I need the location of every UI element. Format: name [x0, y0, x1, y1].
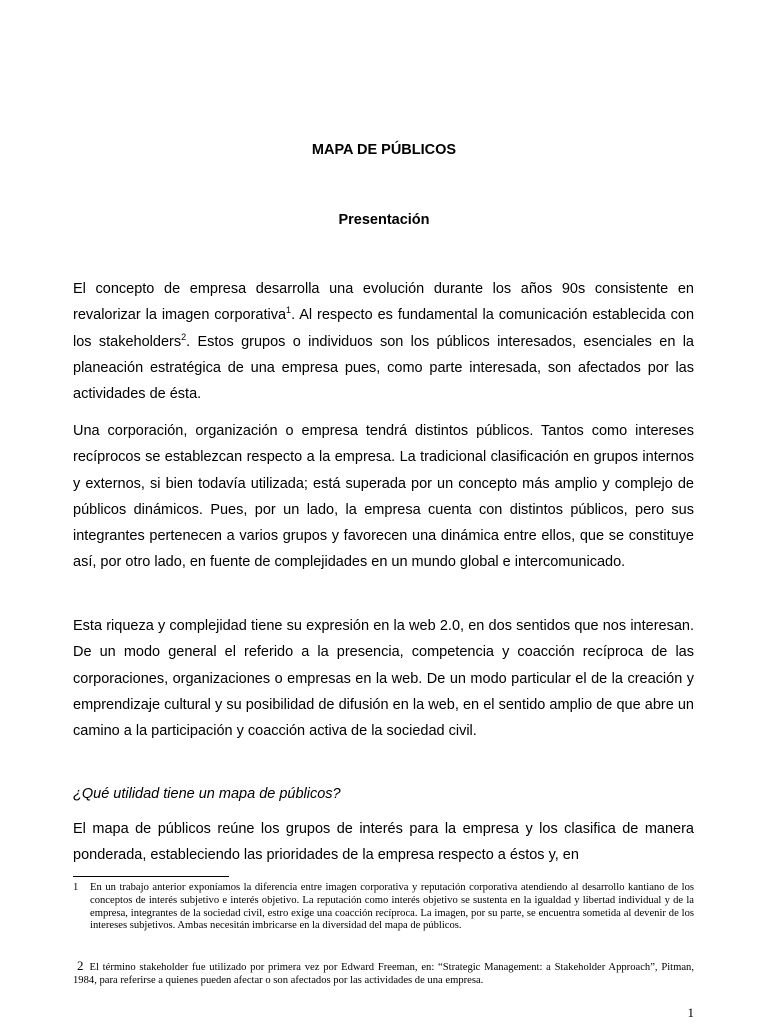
page-number: 1 [687, 1005, 694, 1020]
footnote-ref-1[interactable]: 1 [286, 305, 292, 316]
footnote-2-text: El término stakeholder fue utilizado por primera vez por Edward Freeman, en: “Strategic Management: a Stakeholder Approach”, Pitman, 1984, para referirse a quienes pueden afectar o son afectados por las actividades de una empresa. [73, 962, 694, 986]
footnote-ref-2[interactable]: 2 [181, 331, 187, 342]
paragraph-intro-part2: . Al respecto es fundamental la comunicación establecida con los stakeholders [73, 307, 695, 350]
footnote-1-text: En un trabajo anterior exponíamos la diferencia entre imagen corporativa y reputación corporativa atendiendo al desarrollo kantiano de los conceptos de interés subjetivo e interés objetivo. La reputación como interés objetivo se sustenta en la igualdad y libertad individual y de la empresa, integrantes de la sociedad civil, estro exige una coacción recíproca. La imagen, por su parte, se encuentra sometida al devenir de los intereses subjetivos. Ambas necesitán imbricarse en la diversidad del mapa de públicos. [90, 882, 694, 932]
paragraph-intro [73, 276, 694, 407]
document-title: MAPA DE PÚBLICOS [311, 142, 457, 158]
footnote-2-number: 2 [77, 958, 84, 973]
question-heading: ¿Qué utilidad tiene un mapa de públicos? [73, 786, 341, 802]
paragraph-intro-part1: El concepto de empresa desarrolla una evolución durante los años 90s consistente en revalorizar la imagen corporativa [73, 281, 694, 324]
paragraph-publics: Una corporación, organización o empresa tendrá distintos públicos. Tantos como intereses recíprocos se establezcan respecto a la empresa. La tradicional clasificación en grupos internos y externos, si bien todavía utilizada; está superada por un concepto más amplio y complejo de públicos dinámicos. Pues, por un lado, la empresa cuenta con distintos públicos, pero sus integrantes pertenecen a varios grupos y favorecen una dinámica entre ellos, que se constituye así, por otro lado, en fuente de complejidades en un mundo global e intercomunicado. [73, 423, 694, 571]
footnote-1-number: 1 [73, 882, 79, 893]
section-heading: Presentación [338, 212, 430, 228]
paragraph-intro-part3: . Estos grupos o individuos son los públicos interesados, esenciales en la planeación estratégica de una empresa pues, como parte interesada, son afectados por las actividades de ésta. [73, 333, 695, 403]
footnote-separator [73, 876, 229, 877]
footnote-2 [73, 960, 694, 988]
paragraph-map: El mapa de públicos reúne los grupos de interés para la empresa y los clasifica de manera ponderada, estableciendo las prioridades de la empresa respecto a éstos y, en [73, 821, 694, 864]
paragraph-web: Esta riqueza y complejidad tiene su expresión en la web 2.0, en dos sentidos que nos interesan. De un modo general el referido a la presencia, competencia y coacción recíproca de las corporaciones, organizaciones o empresas en la web. De un modo particular el de la creación y emprendizaje cultural y su posibilidad de difusión en la web, en el sentido amplio de que abre un camino a la participación y coacción activa de la sociedad civil. [73, 618, 694, 740]
